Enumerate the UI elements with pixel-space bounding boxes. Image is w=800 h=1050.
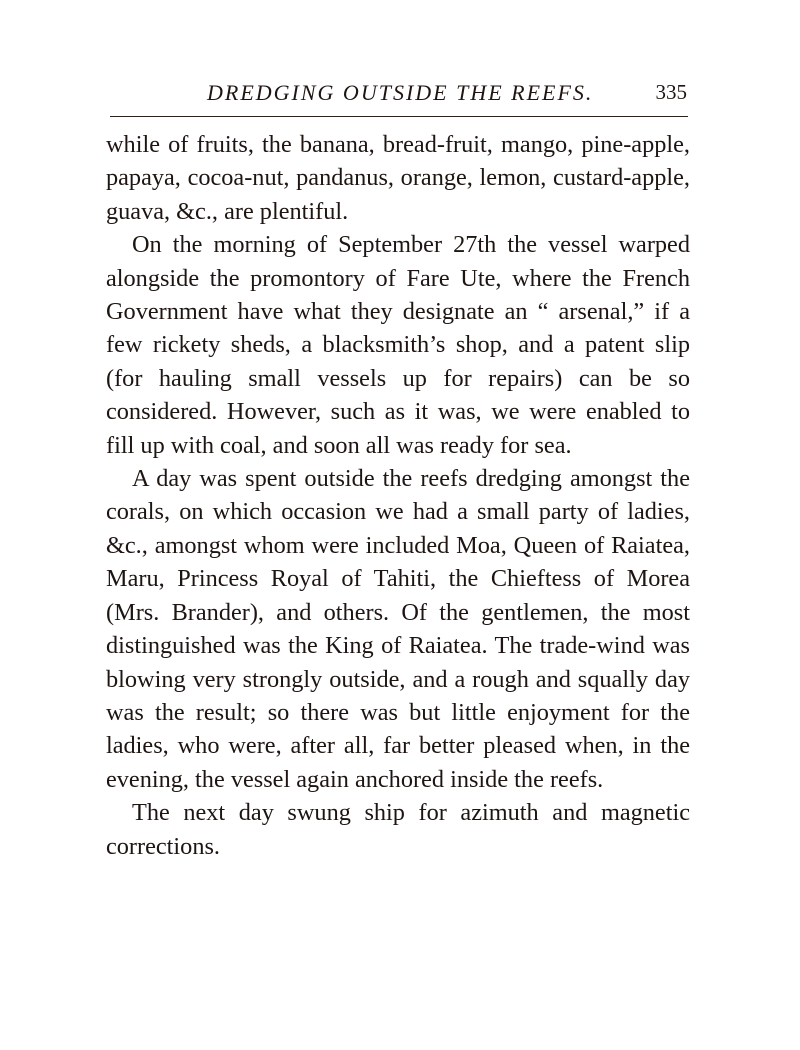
paragraph-continuation: while of fruits, the banana, bread-fruit, mango, pine-apple, papaya, cocoa-nut, pandanus, orange, lemon, custard-apple, guava, &c., are plentiful. [106, 131, 690, 225]
paragraph-fare-ute: On the morning of September 27th the vessel warped alongside the promontory of Fare Ute, where the French Government have what they designate an “ arsenal,” if a few rickety sheds, a blacksmith’s shop, and a patent slip (for hauling small vessels up for repairs) can be so considered. However, such as it was, we were enabled to fill up with coal, and soon all was ready for sea. [106, 231, 690, 459]
page-number: 335 [655, 80, 687, 104]
header-rule [110, 116, 688, 117]
paragraph-swung-ship: The next day swung ship for azimuth and magnetic corrections. [106, 799, 690, 860]
running-title: DREDGING OUTSIDE THE REEFS. [207, 80, 594, 105]
paragraph-dredging-party: A day was spent outside the reefs dredging amongst the corals, on which occasion we had a small party of ladies, &c., amongst whom were included Moa, Queen of Raiatea, Maru, Princess Royal of Tahiti, the Chieftess of Morea (Mrs. Brander), and others. Of the gentlemen, the most distinguished was the King of Raiatea. The trade-wind was blowing very strongly outside, and a rough and squally day was the result; so there was but little enjoyment for the ladies, who were, after all, far better pleased when, in the evening, the vessel again anchored inside the reefs. [106, 465, 690, 793]
running-head [107, 80, 687, 110]
body-text [106, 128, 690, 863]
